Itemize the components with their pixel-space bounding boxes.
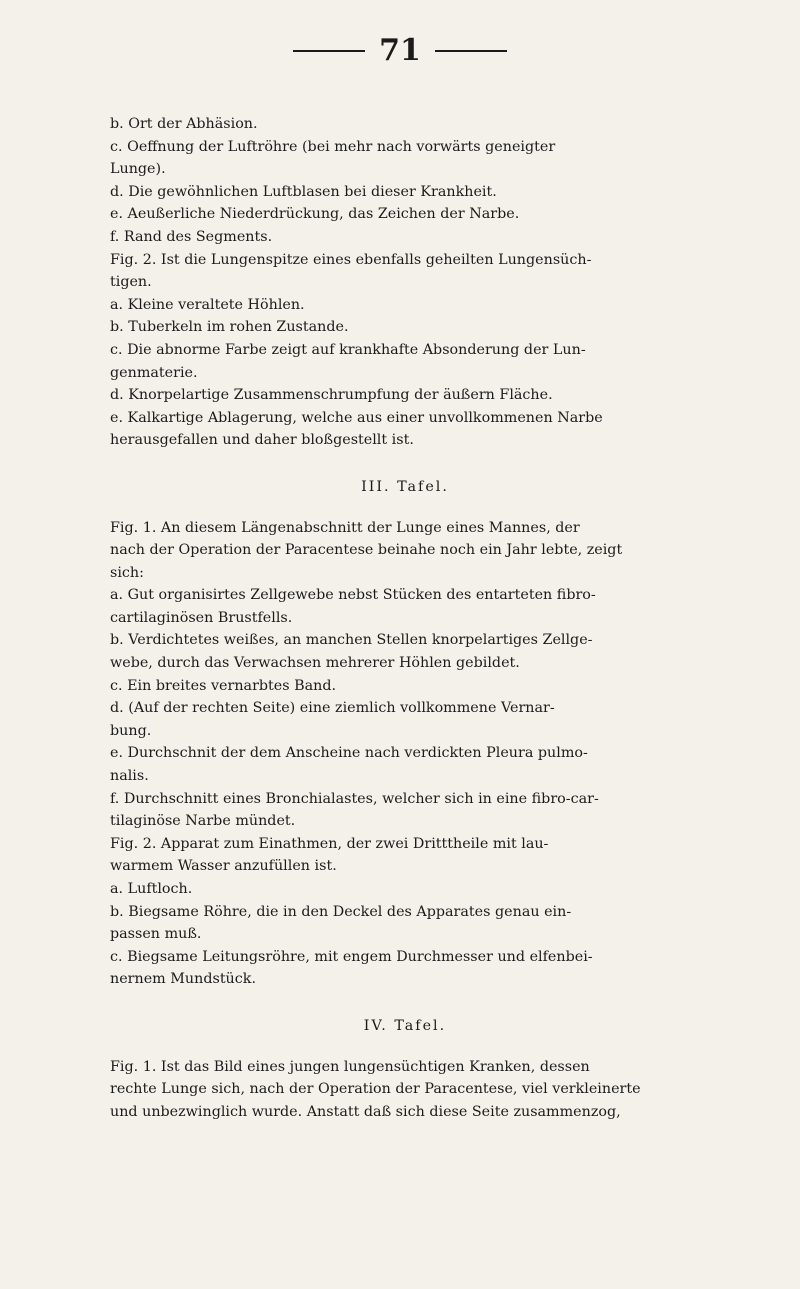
text-line: c. Die abnorme Farbe zeigt auf krankhafte Absonderung der Lun-: [110, 341, 586, 358]
page-header: [0, 33, 800, 68]
header-rule-right: [435, 50, 507, 52]
text-line: cartilaginösen Brustfells.: [110, 609, 293, 626]
text-line: sich:: [110, 564, 144, 581]
text-line: e. Kalkartige Ablagerung, welche aus einer unvollkommenen Narbe: [110, 409, 603, 426]
figure-caption: Fig. 2. Apparat zum Einathmen, der zwei Dritttheile mit lau-: [110, 835, 549, 852]
text-line: webe, durch das Verwachsen mehrerer Höhlen gebildet.: [110, 655, 520, 672]
page-number: 71: [379, 33, 421, 68]
text-line: e. Aeußerliche Niederdrückung, das Zeichen der Narbe.: [110, 206, 520, 223]
plate-heading: III. Tafel.: [361, 478, 449, 495]
text-line: f. Durchschnitt eines Bronchialastes, welcher sich in eine fibro-car-: [110, 790, 599, 807]
text-line: b. Biegsame Röhre, die in den Deckel des Apparates genau ein-: [110, 903, 572, 920]
text-line: nach der Operation der Paracentese beinahe noch ein Jahr lebte, zeigt: [110, 542, 623, 559]
text-line: nernem Mundstück.: [110, 971, 256, 988]
text-line: c. Ein breites vernarbtes Band.: [110, 677, 337, 694]
plate-heading: IV. Tafel.: [363, 1017, 447, 1034]
text-line: d. (Auf der rechten Seite) eine ziemlich vollkommene Vernar-: [110, 700, 555, 717]
text-line: warmem Wasser anzufüllen ist.: [110, 858, 337, 875]
text-line: f. Rand des Segments.: [110, 228, 273, 245]
text-line: a. Kleine veraltete Höhlen.: [110, 296, 305, 313]
text-line: b. Tuberkeln im rohen Zustande.: [110, 319, 349, 336]
text-line: rechte Lunge sich, nach der Operation der Paracentese, viel verkleinerte: [110, 1081, 641, 1098]
text-line: passen muß.: [110, 926, 202, 943]
text-line: Lunge).: [110, 161, 166, 178]
text-line: d. Knorpelartige Zusammenschrumpfung der äußern Fläche.: [110, 387, 553, 404]
text-line: herausgefallen und daher bloßgestellt ist.: [110, 432, 414, 449]
text-line: d. Die gewöhnlichen Luftblasen bei dieser Krankheit.: [110, 183, 497, 200]
text-line: c. Oeffnung der Luftröhre (bei mehr nach vorwärts geneigter: [110, 138, 556, 155]
figure-caption: Fig. 2. Ist die Lungenspitze eines ebenfalls geheilten Lungensüch-: [110, 251, 592, 268]
page-body: [110, 113, 700, 1123]
text-line: tilaginöse Narbe mündet.: [110, 813, 296, 830]
text-line: e. Durchschnit der dem Anscheine nach verdickten Pleura pulmo-: [110, 745, 588, 762]
text-line: genmaterie.: [110, 364, 198, 381]
text-line: tigen.: [110, 274, 152, 291]
text-line: c. Biegsame Leitungsröhre, mit engem Durchmesser und elfenbei-: [110, 948, 593, 965]
header-rule-left: [293, 50, 365, 52]
text-line: b. Verdichtetes weißes, an manchen Stellen knorpelartiges Zellge-: [110, 632, 593, 649]
text-line: bung.: [110, 722, 152, 739]
text-line: a. Luftloch.: [110, 881, 193, 897]
text-line: nalis.: [110, 768, 149, 785]
text-line: a. Gut organisirtes Zellgewebe nebst Stücken des entarteten fibro-: [110, 587, 596, 604]
figure-caption: Fig. 1. An diesem Längenabschnitt der Lunge eines Mannes, der: [110, 519, 580, 536]
text-line: b. Ort der Abhäsion.: [110, 116, 258, 132]
text-line: und unbezwinglich wurde. Anstatt daß sich diese Seite zusammenzog,: [110, 1103, 621, 1120]
figure-caption: Fig. 1. Ist das Bild eines jungen lungensüchtigen Kranken, dessen: [110, 1058, 590, 1075]
